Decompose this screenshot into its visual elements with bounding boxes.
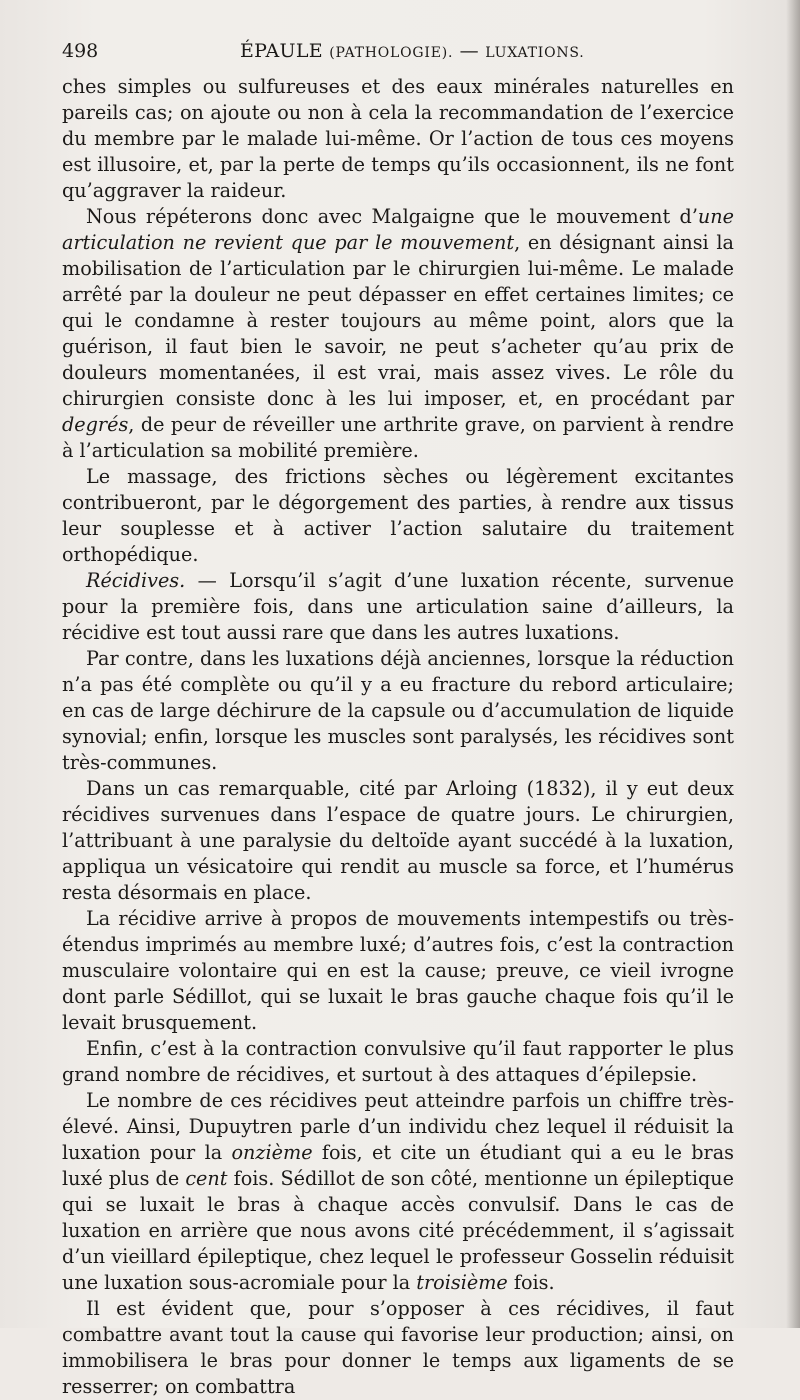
paragraph-p10 bbox=[62, 1296, 734, 1400]
italic-text: troisième bbox=[416, 1271, 508, 1294]
paragraph-p4 bbox=[62, 568, 734, 646]
italic-text: cent bbox=[185, 1167, 228, 1190]
paragraph-text: , en désignant ainsi la mobilisation de l’articulation par le chirurgien lui-même. Le malade arrêté par la douleur ne peut dépasser en effet certaines limites; ce qui le condamne à rester toujours au même point, alors que la guérison, il faut bien le savoir, ne peut s’acheter qu’au prix de douleurs momentanées, il est vrai, mais assez vives. Le rôle du chirurgien consiste donc à les lui imposer, et, en procédant par bbox=[62, 231, 734, 410]
paragraph-p7 bbox=[62, 906, 734, 1036]
body-text bbox=[62, 74, 734, 1400]
title-section: (PATHOLOGIE). bbox=[329, 45, 454, 61]
italic-text: Récidives. bbox=[86, 569, 186, 592]
paragraph-p5 bbox=[62, 646, 734, 776]
paragraph-p9 bbox=[62, 1088, 734, 1296]
paragraph-text: , de peur de réveiller une arthrite grave, on parvient à rendre à l’articulation sa mobilité première. bbox=[62, 413, 734, 462]
running-header bbox=[62, 40, 734, 72]
paragraph-text: Nous répéterons donc avec Malgaigne que le mouvement d’ bbox=[86, 205, 698, 228]
paragraph-text: fois. Sédillot de son côté, mentionne un épileptique qui se luxait le bras à chaque accès convulsif. Dans le cas de luxation en arrière que nous avons cité précédemment, il s’agissait d’un vieillard épileptique, chez lequel le professeur Gosselin réduisit une luxation sous-acromiale pour la bbox=[62, 1167, 735, 1294]
running-title bbox=[240, 40, 585, 62]
paragraph-text: Par contre, dans les luxations déjà anciennes, lorsque la réduction n’a pas été complète ou qu’il y a eu fracture du rebord articulaire; en cas de large déchirure de la capsule ou d’accumulation de liquide synovial; enfin, lorsque les muscles sont paralysés, les récidives sont très-communes. bbox=[62, 647, 734, 774]
paragraph-p2 bbox=[62, 204, 734, 464]
paragraph-text: Enfin, c’est à la contraction convulsive qu’il faut rapporter le plus grand nombre de récidives, et surtout à des attaques d’épilepsie. bbox=[62, 1037, 734, 1086]
paragraph-text: Il est évident que, pour s’opposer à ces récidives, il faut combattre avant tout la cause qui favorise leur production; ainsi, on immobilisera le bras pour donner le temps aux ligaments de se resserrer; on combattra bbox=[62, 1297, 734, 1398]
paragraph-text: ches simples ou sulfureuses et des eaux minérales naturelles en pareils cas; on ajoute ou non à cela la recommandation de l’exercice du membre par le malade lui-même. Or l’action de tous ces moyens est illusoire, et, par la perte de temps qu’ils occasionnent, ils ne font qu’aggraver la raideur. bbox=[62, 75, 734, 202]
paragraph-text: fois, et cite un étudiant qui a eu le bras luxé plus de bbox=[62, 1141, 735, 1190]
paragraph-p1 bbox=[62, 74, 734, 204]
italic-text: onzième bbox=[231, 1141, 313, 1164]
paragraph-text: Le massage, des frictions sèches ou légèrement excitantes contribueront, par le dégorgement des parties, à rendre aux tissus leur souplesse et à activer l’action salutaire du traitement orthopédique. bbox=[62, 465, 734, 566]
title-main: ÉPAULE bbox=[240, 40, 323, 62]
page-number: 498 bbox=[62, 40, 99, 62]
title-sub: LUXATIONS. bbox=[485, 45, 585, 61]
paragraph-text: — Lorsqu’il s’agit d’une luxation récente, survenue pour la première fois, dans une articulation saine d’ailleurs, la récidive est tout aussi rare que dans les autres luxations. bbox=[62, 569, 734, 644]
paragraph-p8 bbox=[62, 1036, 734, 1088]
paragraph-text: La récidive arrive à propos de mouvements intempestifs ou très-étendus imprimés au membre luxé; d’autres fois, c’est la contraction musculaire volontaire qui en est la cause; preuve, ce vieil ivrogne dont parle Sédillot, qui se luxait le bras gauche chaque fois qu’il le levait brusquement. bbox=[62, 907, 734, 1034]
italic-text: degrés bbox=[62, 413, 129, 436]
page-gutter-shadow bbox=[786, 0, 800, 1328]
paragraph-p6 bbox=[62, 776, 734, 906]
paragraph-p3 bbox=[62, 464, 734, 568]
title-dash: — bbox=[459, 40, 479, 62]
italic-text: une articulation ne revient que par le mouvement bbox=[62, 205, 734, 254]
paragraph-text: Le nombre de ces récidives peut atteindre parfois un chiffre très-élevé. Ainsi, Dupuytren parle d’un individu chez lequel il réduisit la luxation pour la bbox=[62, 1089, 734, 1164]
paragraph-text: fois. bbox=[507, 1271, 555, 1294]
paragraph-text: Dans un cas remarquable, cité par Arloing (1832), il y eut deux récidives survenues dans l’espace de quatre jours. Le chirurgien, l’attribuant à une paralysie du deltoïde ayant succédé à la luxation, appliqua un vésicatoire qui rendit au muscle sa force, et l’humérus resta désormais en place. bbox=[62, 777, 734, 904]
